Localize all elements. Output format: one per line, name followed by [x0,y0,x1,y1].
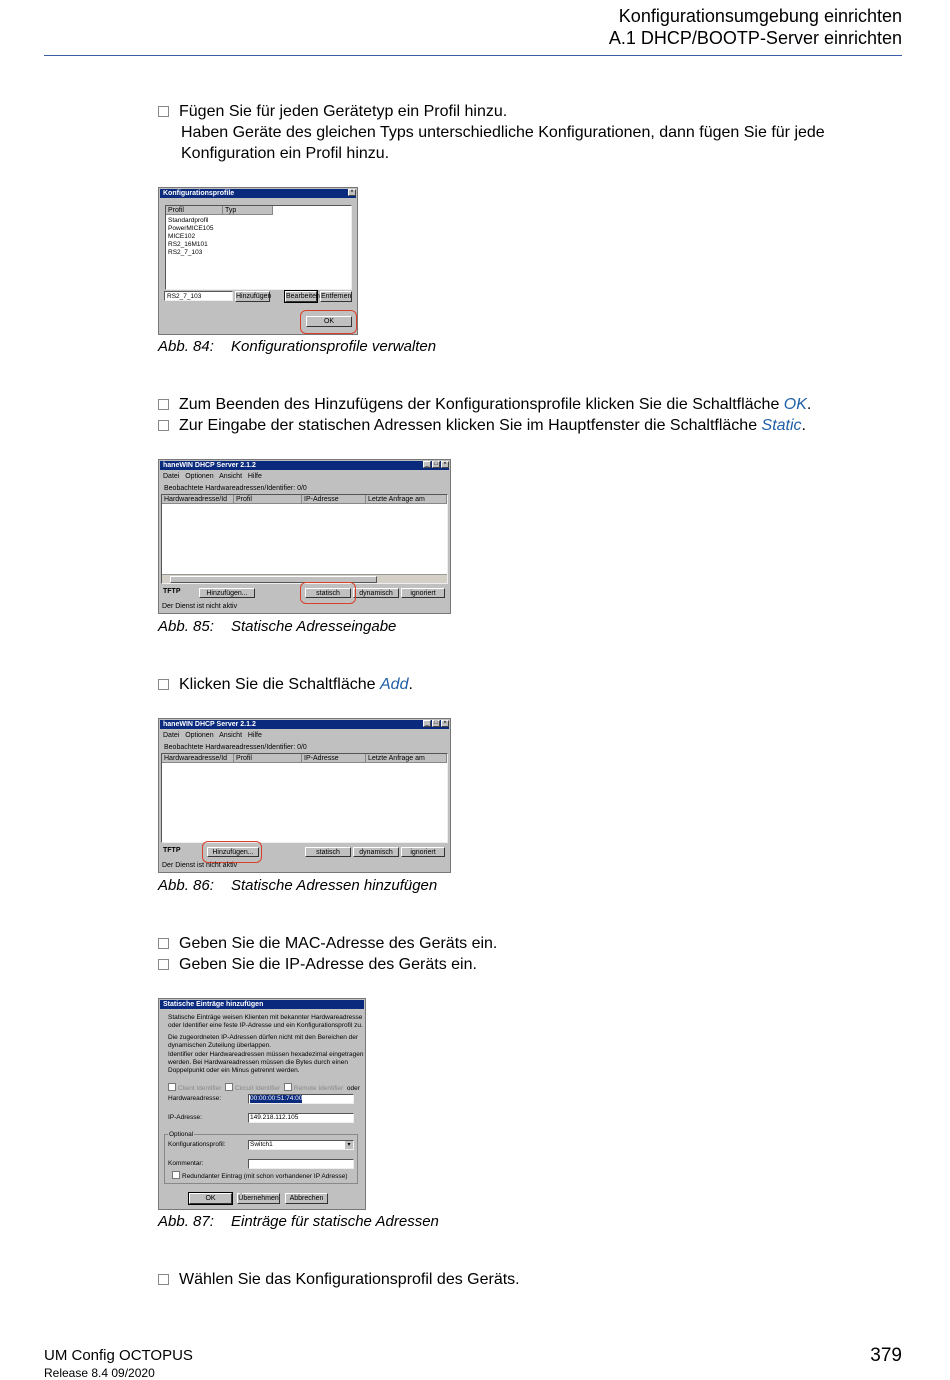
menu-datei[interactable]: Datei [163,473,180,480]
column-header[interactable]: Letzte Anfrage am [366,495,447,504]
keyword-add: Add [380,676,409,693]
input-value: RS2_7_103 [167,293,202,300]
hw-address-value: 00:00:00:51:74:00 [250,1095,303,1102]
step-select-profile: Wählen Sie das Konfigurationsprofil des Geräts. [158,1269,520,1290]
chevron-down-icon[interactable]: ▾ [345,1141,353,1149]
edit-button[interactable]: Bearbeiten [286,293,320,300]
column-header[interactable]: Profil [234,495,302,504]
step-add-profile [158,101,825,164]
hw-address-field[interactable] [248,1094,354,1104]
checkbox-bullet-icon [158,399,169,410]
profiles-list[interactable] [165,205,352,290]
profile-label: Konfigurationsprofil: [168,1141,226,1148]
step-text: Fügen Sie für jeden Gerätetyp ein Profil hinzu. [179,103,508,120]
menu-optionen[interactable]: Optionen [185,473,214,480]
checkbox-bullet-icon [158,679,169,690]
list-item[interactable]: MICE102 [168,233,196,240]
static-button[interactable]: statisch [305,588,351,598]
minimize-icon[interactable]: _ [423,461,431,468]
step-text: Haben Geräte des gleichen Typs unterschiedliche Konfigurationen, dann fügen Sie für jede [181,124,825,141]
optional-group-label: Optional [169,1131,194,1138]
maximize-icon[interactable]: □ [432,461,440,468]
figure-caption: Abb. 86: Statische Adressen hinzufügen [158,877,438,894]
header-divider [44,55,902,56]
info-text-3: Identifier oder Hardwareadressen müssen hexadezimal eingetragen werden. Bei Hardwareadressen müssen die Bytes durch einen Doppelpunkt oder ein Minus getrennt werden. [168,1051,364,1074]
dialog-titlebar [160,189,356,198]
keyword-ok: OK [783,396,807,413]
ip-address-label: IP-Adresse: [168,1114,202,1121]
step-enter-mac: Geben Sie die MAC-Adresse des Geräts ein. [158,933,497,954]
dialog-titlebar [160,1000,364,1009]
checkbox-bullet-icon [158,938,169,949]
close-icon[interactable]: × [441,461,449,468]
address-table[interactable] [161,494,448,584]
checkbox-icon[interactable] [225,1083,233,1091]
dhcp-server-window-static [158,459,451,614]
menu-bar [163,731,262,740]
column-header[interactable]: Profil [234,754,302,763]
list-item[interactable]: PowerMICE105 [168,225,214,232]
window-titlebar [160,720,449,729]
menu-optionen[interactable]: Optionen [185,732,214,739]
menu-bar [163,472,262,481]
profile-name-input[interactable] [164,291,233,301]
checkbox-bullet-icon [158,106,169,117]
header-section: A.1 DHCP/BOOTP-Server einrichten [608,28,902,48]
address-table[interactable] [161,753,448,843]
column-header[interactable]: Letzte Anfrage am [366,754,447,763]
info-text-2: Die zugeordneten IP-Adressen dürfen nicht mit den Bereichen der dynamischen Zuteilung überlappen. [168,1034,359,1049]
highlight-ring [300,582,356,604]
add-button[interactable]: Hinzufügen... [207,847,259,857]
profile-select[interactable] [248,1140,354,1150]
comment-field[interactable] [248,1159,354,1169]
menu-ansicht[interactable]: Ansicht [219,732,243,739]
checkbox-icon[interactable] [284,1083,292,1091]
step-click-static: Zur Eingabe der statischen Adressen klicken Sie im Hauptfenster die Schaltfläche Static. [158,415,806,436]
profiles-dialog [158,187,358,335]
ok-button[interactable]: OK [306,316,352,327]
footer-release: Release 8.4 09/2020 [44,1366,155,1380]
header-chapter: Konfigurationsumgebung einrichten [618,6,902,26]
dynamic-button[interactable]: dynamisch [353,588,399,598]
step-click-add: Klicken Sie die Schaltfläche Add. [158,674,413,695]
step-click-ok: Zum Beenden des Hinzufügens der Konfigurationsprofile klicken Sie die Schaltfläche OK. [158,394,811,415]
ip-address-field[interactable] [248,1113,354,1123]
redundant-option: Redundanter Eintrag (mit schon vorhandener IP Adresse) [172,1171,347,1181]
ok-button[interactable]: OK [189,1193,232,1204]
figure-caption: Abb. 85: Statische Adresseingabe [158,618,397,635]
menu-hilfe[interactable]: Hilfe [247,473,262,480]
page-number: 379 [870,1345,902,1366]
window-title: haneWIN DHCP Server 2.1.2 [163,721,256,728]
dialog-title: Statische Einträge hinzufügen [163,1001,264,1008]
checkbox-bullet-icon [158,959,169,970]
figure-caption: Abb. 84: Konfigurationsprofile verwalten [158,338,437,355]
static-button[interactable]: statisch [305,847,351,857]
apply-button[interactable]: Übernehmen [238,1195,279,1202]
add-button[interactable]: Hinzufügen [236,293,272,300]
highlight-ring [202,841,262,863]
observed-count: Beobachtete Hardwareadressen/Identifier: 0/0 [164,485,307,492]
tftp-label: TFTP [163,588,181,595]
close-icon[interactable]: × [441,720,449,727]
profile-select-value: Switch1 [250,1141,273,1148]
tftp-label: TFTP [163,847,181,854]
add-button[interactable]: Hinzufügen... [199,588,255,598]
close-icon[interactable]: × [348,189,356,196]
dialog-title: Konfigurationsprofile [163,190,235,197]
window-title: haneWIN DHCP Server 2.1.2 [163,462,256,469]
list-item[interactable]: RS2_7_103 [168,249,203,256]
column-header[interactable]: IP-Adresse [302,754,366,763]
list-item[interactable]: Standardprofil [168,217,209,224]
keyword-static: Static [761,417,802,434]
maximize-icon[interactable]: □ [432,720,440,727]
menu-datei[interactable]: Datei [163,732,180,739]
dhcp-server-window-add [158,718,451,873]
column-header-typ[interactable]: Typ [223,206,273,215]
column-header[interactable]: Hardwareadresse/Id [162,754,234,763]
checkbox-bullet-icon [158,420,169,431]
figure-caption: Abb. 87: Einträge für statische Adressen [158,1213,439,1230]
list-item[interactable]: RS2_16M101 [168,241,208,248]
status-bar: Der Dienst ist nicht aktiv [162,603,238,610]
observed-count: Beobachtete Hardwareadressen/Identifier: 0/0 [164,744,307,751]
checkbox-bullet-icon [158,1274,169,1285]
status-bar: Der Dienst ist nicht aktiv [162,862,238,869]
ignored-button[interactable]: ignoriert [401,847,445,857]
step-enter-ip: Geben Sie die IP-Adresse des Geräts ein. [158,954,477,975]
hw-address-label: Hardwareadresse: [168,1095,222,1102]
menu-hilfe[interactable]: Hilfe [247,732,262,739]
minimize-icon[interactable]: _ [423,720,431,727]
column-header-profil[interactable]: Profil [166,206,223,215]
menu-ansicht[interactable]: Ansicht [219,473,243,480]
static-entries-dialog [158,998,366,1210]
identifier-options: Client Identifier Circuit Identifier Remote Identifier oder [168,1083,360,1093]
footer-doc-title: UM Config OCTOPUS [44,1347,193,1364]
column-header[interactable]: Hardwareadresse/Id [162,495,234,504]
info-text-1: Statische Einträge weisen Klienten mit bekannter Hardwareadresse oder Identifier eine feste IP-Adresse und ein Konfigurationsprofil zu. [168,1014,363,1029]
dynamic-button[interactable]: dynamisch [353,847,399,857]
window-titlebar [160,461,449,470]
highlight-ring [300,310,357,334]
column-header[interactable]: IP-Adresse [302,495,366,504]
cancel-button[interactable]: Abbrechen [285,1193,328,1204]
checkbox-icon[interactable] [172,1171,180,1179]
comment-label: Kommentar: [168,1160,204,1167]
ignored-button[interactable]: ignoriert [401,588,445,598]
remove-button[interactable]: Entfernen [321,293,352,300]
checkbox-icon[interactable] [168,1083,176,1091]
step-text: Konfiguration ein Profil hinzu. [181,145,390,162]
ip-address-value: 149.218.112.105 [250,1114,299,1121]
